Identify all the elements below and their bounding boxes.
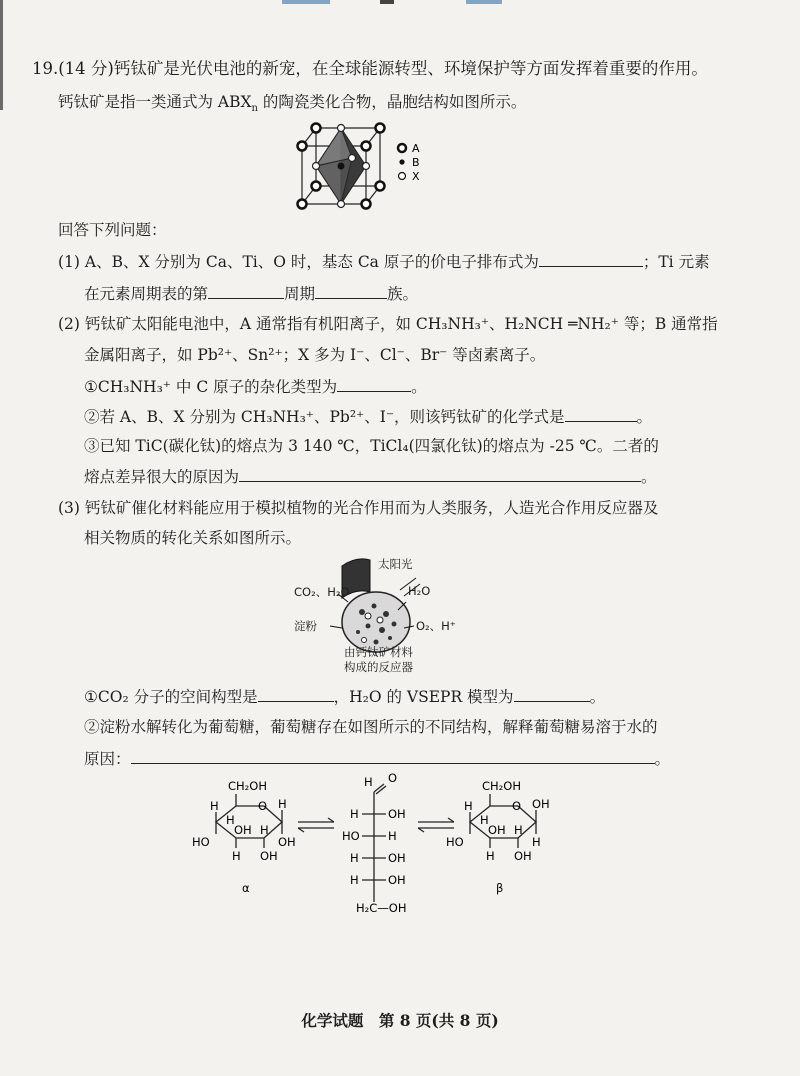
chain-h2c-oh: H₂C—OH bbox=[356, 901, 407, 915]
beta-oh: OH bbox=[514, 849, 532, 863]
alpha-oh: OH bbox=[234, 823, 252, 837]
legend-b-label: B bbox=[412, 156, 420, 169]
answer-blank-co2-shape[interactable] bbox=[258, 685, 334, 702]
answer-blank-ca-config[interactable] bbox=[539, 250, 643, 267]
question-header bbox=[32, 58, 708, 80]
label-sunlight: 太阳光 bbox=[378, 557, 413, 571]
chain-h: H bbox=[350, 851, 359, 865]
equilibrium-arrow-left bbox=[298, 818, 334, 832]
starch-arrow bbox=[330, 626, 342, 628]
label-starch: 淀粉 bbox=[294, 619, 317, 633]
chain-h: H bbox=[350, 873, 359, 887]
answer-blank-vsepr[interactable] bbox=[514, 685, 590, 702]
alpha-ho: HO bbox=[192, 835, 210, 849]
chain-oh: OH bbox=[388, 851, 406, 865]
chain-h: H bbox=[388, 829, 397, 843]
part3-q1: ①CO₂ 分子的空间构型是 ，H₂O 的 VSEPR 模型为 。 bbox=[84, 685, 605, 708]
legend-x-marker bbox=[399, 173, 406, 180]
top-edge-mark bbox=[282, 0, 330, 4]
top-edge-mark bbox=[466, 0, 502, 4]
page-edge-shadow bbox=[0, 0, 3, 110]
label-water: H₂O bbox=[408, 584, 431, 598]
legend-a-marker bbox=[398, 144, 406, 152]
part3-line1: (3) 钙钛矿催化材料能应用于模拟植物的光合作用而为人类服务，人造光合作用反应器及 bbox=[58, 499, 659, 517]
question-intro-1: 钙钛矿是光伏电池的新宠，在全球能源转型、环境保护等方面发挥着重要的作用。 bbox=[113, 59, 708, 78]
beta-h: H bbox=[532, 835, 541, 849]
question-number: 19. bbox=[32, 59, 59, 78]
beta-h: H bbox=[514, 823, 523, 837]
beta-h: H bbox=[486, 849, 495, 863]
part2-q2: ②若 A、B、X 分别为 CH₃NH₃⁺、Pb²⁺、I⁻，则该钙钛矿的化学式是 。 bbox=[84, 405, 652, 428]
alpha-oh: OH bbox=[260, 849, 278, 863]
part1-line1: (1) A、B、X 分别为 Ca、Ti、O 时，基态 Ca 原子的价电子排布式为 ；Ti 元素 bbox=[58, 250, 710, 273]
answer-blank-melting-reason[interactable] bbox=[239, 465, 641, 482]
legend-x-label: X bbox=[412, 170, 420, 183]
top-edge-mark bbox=[380, 0, 394, 4]
alpha-oh: OH bbox=[278, 835, 296, 849]
label-input: CO₂、H₂O bbox=[294, 585, 350, 599]
glucose-structures-figure bbox=[186, 772, 566, 920]
alpha-ch2oh: CH₂OH bbox=[228, 779, 267, 793]
part2-q1: ①CH₃NH₃⁺ 中 C 原子的杂化类型为 。 bbox=[84, 375, 427, 398]
alpha-o: O bbox=[258, 799, 268, 813]
beta-h: H bbox=[480, 813, 489, 827]
part2-line2: 金属阳离子，如 Pb²⁺、Sn²⁺；X 多为 I⁻、Cl⁻、Br⁻ 等卤素离子。 bbox=[84, 346, 546, 364]
prompt: 回答下列问题： bbox=[58, 221, 167, 239]
answer-blank-hybridization[interactable] bbox=[337, 375, 411, 392]
beta-ho: HO bbox=[446, 835, 464, 849]
chain-ho: HO bbox=[342, 829, 360, 843]
beta-oh: OH bbox=[488, 823, 506, 837]
alpha-h: H bbox=[232, 849, 241, 863]
crystal-cell-figure bbox=[296, 118, 436, 210]
part2-line1: (2) 钙钛矿太阳能电池中，A 通常指有机阳离子，如 CH₃NH₃⁺、H₂NCH ═NH₂⁺ 等；B 通常指 bbox=[58, 315, 718, 333]
equilibrium-arrow-right bbox=[418, 818, 454, 832]
beta-oh: OH bbox=[532, 797, 550, 811]
page-footer: 化学试题 第 8 页(共 8 页) bbox=[301, 1011, 499, 1030]
beta-ch2oh: CH₂OH bbox=[482, 779, 521, 793]
alpha-label: α bbox=[242, 881, 250, 895]
answer-blank-solubility-reason[interactable] bbox=[131, 747, 655, 764]
part2-q3-line1: ③已知 TiC(碳化钛)的熔点为 3 140 ℃，TiCl₄(四氯化钛)的熔点为 -25 ℃。二者的 bbox=[84, 437, 659, 455]
answer-blank-period[interactable] bbox=[208, 282, 284, 299]
beta-h: H bbox=[464, 799, 473, 813]
chain-o: O bbox=[388, 772, 398, 785]
part3-q2-line2: 原因： 。 bbox=[84, 747, 670, 770]
reactor-figure bbox=[286, 554, 486, 674]
caption-line2: 构成的反应器 bbox=[344, 660, 413, 674]
answer-blank-group[interactable] bbox=[315, 282, 387, 299]
chain-h: H bbox=[364, 775, 373, 789]
beta-o: O bbox=[512, 799, 522, 813]
part3-line2: 相关物质的转化关系如图所示。 bbox=[84, 529, 302, 547]
chain-oh: OH bbox=[388, 807, 406, 821]
part3-q2-line1: ②淀粉水解转化为葡萄糖，葡萄糖存在如图所示的不同结构，解释葡萄糖易溶于水的 bbox=[84, 718, 658, 736]
answer-blank-formula[interactable] bbox=[565, 405, 637, 422]
part1-line2: 在元素周期表的第 周期 族。 bbox=[84, 282, 418, 305]
alpha-h: H bbox=[260, 823, 269, 837]
beta-label: β bbox=[496, 881, 504, 895]
chain-oh: OH bbox=[388, 873, 406, 887]
question-points: (14 分) bbox=[58, 59, 114, 78]
caption-line1: 由钙钛矿材料 bbox=[344, 645, 413, 659]
alpha-h: H bbox=[210, 799, 219, 813]
chain-h: H bbox=[350, 807, 359, 821]
alpha-h: H bbox=[278, 797, 287, 811]
legend-a-label: A bbox=[412, 142, 420, 155]
legend-b-marker bbox=[399, 159, 404, 164]
alpha-h: H bbox=[226, 813, 235, 827]
label-output: O₂、H⁺ bbox=[416, 619, 456, 633]
part2-q3-line2: 熔点差异很大的原因为 。 bbox=[84, 465, 657, 488]
question-intro-2: 钙钛矿是指一类通式为 $ABX_n$ 的陶瓷类化合物，晶胞结构如图所示。 bbox=[58, 93, 527, 115]
